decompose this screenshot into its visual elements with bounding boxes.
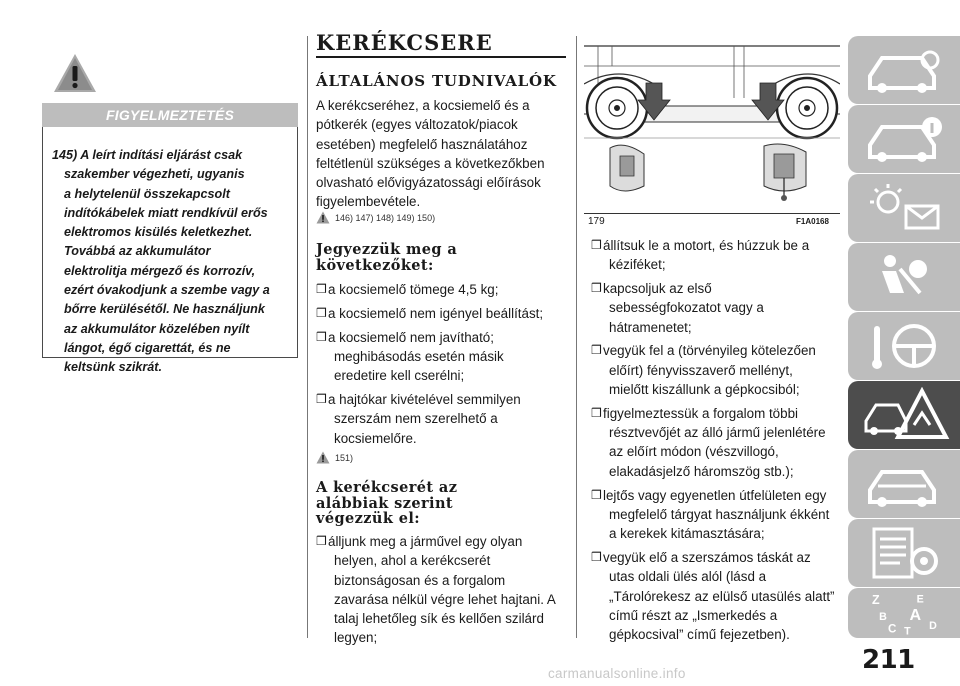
list-item-text: kocsiemelőre. bbox=[334, 430, 417, 446]
bullet-box-icon: ❒ bbox=[316, 282, 327, 296]
front-wheel bbox=[587, 78, 647, 138]
procedure-heading bbox=[316, 480, 566, 527]
warning-text bbox=[52, 146, 296, 378]
intro-line: A kerékcseréhez, a kocsiemelő és a bbox=[316, 98, 530, 113]
list-item-text: című részt az „Ismerkedés a bbox=[609, 607, 778, 623]
rear-wheel bbox=[777, 78, 837, 138]
notes-list bbox=[316, 280, 576, 452]
intro-paragraph bbox=[316, 96, 570, 212]
warning-title: FIGYELMEZTETÉS bbox=[42, 103, 298, 127]
bullet-box-icon: ❒ bbox=[316, 534, 327, 548]
list-item bbox=[316, 304, 576, 323]
bullet-box-icon: ❒ bbox=[316, 329, 327, 344]
warning-line: a helytelenül összekapcsolt bbox=[64, 186, 230, 201]
list-item bbox=[591, 236, 843, 275]
intro-line: pótkerék (egyes változatok/piacok bbox=[316, 117, 518, 133]
heading-line: A kerékcserét az bbox=[316, 479, 458, 496]
intro-line: esetében) megfelelő használatához bbox=[316, 136, 528, 152]
warning-line: indítókábelek miatt rendkívül erős bbox=[64, 205, 268, 220]
bullet-box-icon: ❒ bbox=[591, 405, 602, 420]
tab-index[interactable] bbox=[848, 588, 960, 638]
list-item-text: sebességfokozatot vagy a bbox=[609, 300, 764, 316]
bullet-box-icon: ❒ bbox=[591, 238, 602, 252]
info-car-icon bbox=[860, 111, 950, 167]
heading-line: következőket: bbox=[316, 256, 434, 274]
bullet-box-icon: ❒ bbox=[316, 305, 327, 320]
reference-numbers: 151) bbox=[335, 452, 354, 463]
tab-safety[interactable] bbox=[848, 243, 960, 311]
list-item-text: figyelmeztessük a forgalom többi bbox=[603, 405, 799, 421]
bullet-box-icon: ❒ bbox=[591, 487, 602, 502]
list-item-text: eredetire kell cserélni; bbox=[334, 368, 465, 384]
bullet-box-icon: ❒ bbox=[591, 343, 602, 358]
watermark: carmanualsonline.info bbox=[548, 666, 686, 681]
warning-line: keltsünk szikrát. bbox=[64, 360, 162, 375]
reference-numbers: 146) 147) 148) 149) 150) bbox=[335, 212, 436, 223]
list-item-text: biztonságosan és a forgalom bbox=[334, 572, 506, 588]
warning-line: Továbbá az akkumulátor bbox=[64, 244, 211, 259]
bullet-box-icon: ❒ bbox=[591, 281, 602, 296]
list-item bbox=[316, 390, 576, 448]
list-item-text: vegyük fel a (törvényileg kötelezően bbox=[603, 343, 816, 359]
list-item-text: talaj lehetőleg sík és kellően szilárd bbox=[334, 611, 544, 627]
technical-data-icon bbox=[860, 525, 950, 581]
maintenance-car-icon bbox=[860, 456, 950, 512]
list-item bbox=[316, 532, 576, 648]
tab-lights[interactable] bbox=[848, 174, 960, 242]
figure-rule bbox=[584, 213, 840, 214]
index-letter: C bbox=[888, 622, 897, 636]
list-item-text: kéziféket; bbox=[609, 257, 666, 273]
list-item-text: vegyük elő a szerszámos táskát az bbox=[603, 549, 811, 565]
tab-maintenance[interactable] bbox=[848, 450, 960, 518]
notes-heading bbox=[316, 242, 566, 273]
list-item-text: az előírt módon (vészvillogó, bbox=[609, 444, 779, 460]
dashboard-car-icon bbox=[860, 42, 950, 98]
index-letter: A bbox=[909, 606, 922, 625]
list-item-text: megfelelő tárgyat használjunk ékként bbox=[609, 506, 830, 522]
warning-reference bbox=[316, 451, 353, 464]
list-item-text: résztvevőjét az álló jármű jelenlétére bbox=[609, 425, 826, 441]
tab-dashboard[interactable] bbox=[848, 36, 960, 104]
index-letter: E bbox=[916, 593, 924, 606]
list-item-text: álljunk meg a járművel egy olyan bbox=[328, 534, 523, 549]
list-item-text: kapcsoljuk az első bbox=[603, 281, 712, 297]
list-item-text: elakadásjelző háromszög stb.); bbox=[609, 463, 794, 479]
list-item-text: állítsuk le a motort, és húzzuk be a bbox=[603, 238, 810, 253]
list-item-text: a kocsiemelő nem javítható; bbox=[328, 329, 494, 345]
page-number: 211 bbox=[862, 645, 915, 675]
intro-line: figyelembevétele. bbox=[316, 194, 421, 210]
warning-triangle-icon bbox=[52, 52, 98, 94]
steering-starting-icon bbox=[860, 318, 950, 374]
intro-line: olvasható elővigyázatossági előírások bbox=[316, 175, 541, 191]
lights-message-icon bbox=[860, 180, 950, 236]
index-letter: Z bbox=[871, 593, 880, 608]
list-item-text: helyen, ahol a kerékcserét bbox=[334, 553, 491, 569]
warning-line: 145) A leírt indítási eljárást csak bbox=[52, 148, 243, 162]
list-item-text: gépkocsival” című fejezetben). bbox=[609, 627, 790, 643]
tab-info[interactable] bbox=[848, 105, 960, 173]
list-item-text: előírt) fényvisszaverő mellényt, bbox=[609, 362, 793, 378]
list-item-text: utas oldali ülés alól (lásd a bbox=[609, 569, 767, 585]
index-alphabet-icon bbox=[860, 588, 950, 638]
section-subtitle: ÁLTALÁNOS TUDNIVALÓK bbox=[316, 72, 557, 90]
warning-line: szakember végezheti, ugyanis bbox=[64, 167, 245, 182]
list-item bbox=[591, 279, 843, 337]
list-item-text: meghibásodás esetén másik bbox=[334, 348, 504, 364]
warning-line: ezért óvakodjunk a szembe vagy a bbox=[64, 283, 270, 298]
tab-emergency[interactable] bbox=[848, 381, 960, 449]
list-item-text: a kerekek kitámasztására; bbox=[609, 526, 765, 542]
warning-reference bbox=[316, 211, 435, 224]
list-item bbox=[591, 486, 843, 544]
warning-line: elektrolitja mérgező és korrozív, bbox=[64, 263, 256, 278]
list-item-text: hátramenetet; bbox=[609, 319, 692, 335]
column-divider bbox=[576, 36, 577, 638]
list-item-text: szerszám nem szerelhető a bbox=[334, 411, 498, 427]
list-item-text: a kocsiemelő nem igényel beállítást; bbox=[328, 305, 544, 321]
index-letter: B bbox=[879, 611, 887, 624]
title-rule bbox=[316, 56, 566, 58]
warning-line: lángot, égő cigarettát, és ne bbox=[64, 340, 231, 355]
figure-code: F1A0168 bbox=[796, 217, 829, 226]
bullet-box-icon: ❒ bbox=[591, 549, 602, 564]
procedure-list-left bbox=[316, 532, 576, 652]
list-item-text: a hajtókar kivételével semmilyen bbox=[328, 391, 521, 407]
heading-line: végezzük el: bbox=[316, 510, 421, 527]
tab-technical-data[interactable] bbox=[848, 519, 960, 587]
bullet-box-icon: ❒ bbox=[316, 391, 327, 406]
procedure-list-right bbox=[591, 236, 843, 649]
emergency-warning-icon bbox=[860, 387, 950, 443]
tab-starting[interactable] bbox=[848, 312, 960, 380]
list-item bbox=[591, 404, 843, 481]
list-item-text: a kocsiemelő tömege 4,5 kg; bbox=[328, 282, 499, 297]
heading-line: Jegyezzük meg a bbox=[316, 241, 458, 258]
small-warning-icon bbox=[316, 211, 330, 224]
list-item-text: lejtős vagy egyenetlen útfelületen egy bbox=[603, 487, 827, 503]
list-item-text: zavarása nélkül végre lehet hajtani. A bbox=[334, 591, 556, 607]
list-item bbox=[316, 280, 576, 299]
list-item-text: „Tárolórekesz az elülső utasülés alatt” bbox=[609, 588, 835, 604]
heading-line: alábbiak szerint bbox=[316, 494, 453, 512]
warning-line: bőrre kerülésétől. Ne használjunk bbox=[64, 302, 265, 317]
airbag-safety-icon bbox=[860, 249, 950, 305]
index-letter: T bbox=[904, 625, 911, 638]
list-item-text: mielőtt kiszállunk a gépkocsiból; bbox=[609, 382, 800, 398]
column-divider bbox=[307, 36, 308, 638]
warning-line: az akkumulátor közelében nyílt bbox=[64, 321, 250, 336]
intro-line: feltétlenül szükséges a következőkben bbox=[316, 155, 545, 171]
jack-points-figure bbox=[584, 36, 840, 211]
small-warning-icon bbox=[316, 451, 330, 464]
list-item bbox=[591, 341, 843, 399]
section-title: KERÉKCSERE bbox=[316, 30, 493, 55]
figure-number: 179 bbox=[588, 216, 605, 227]
list-item-text: legyen; bbox=[334, 630, 378, 646]
list-item bbox=[591, 548, 843, 644]
list-item bbox=[316, 328, 576, 386]
warning-line: elektromos kisülés keletkezhet. bbox=[64, 225, 253, 240]
index-letter: D bbox=[929, 620, 937, 633]
